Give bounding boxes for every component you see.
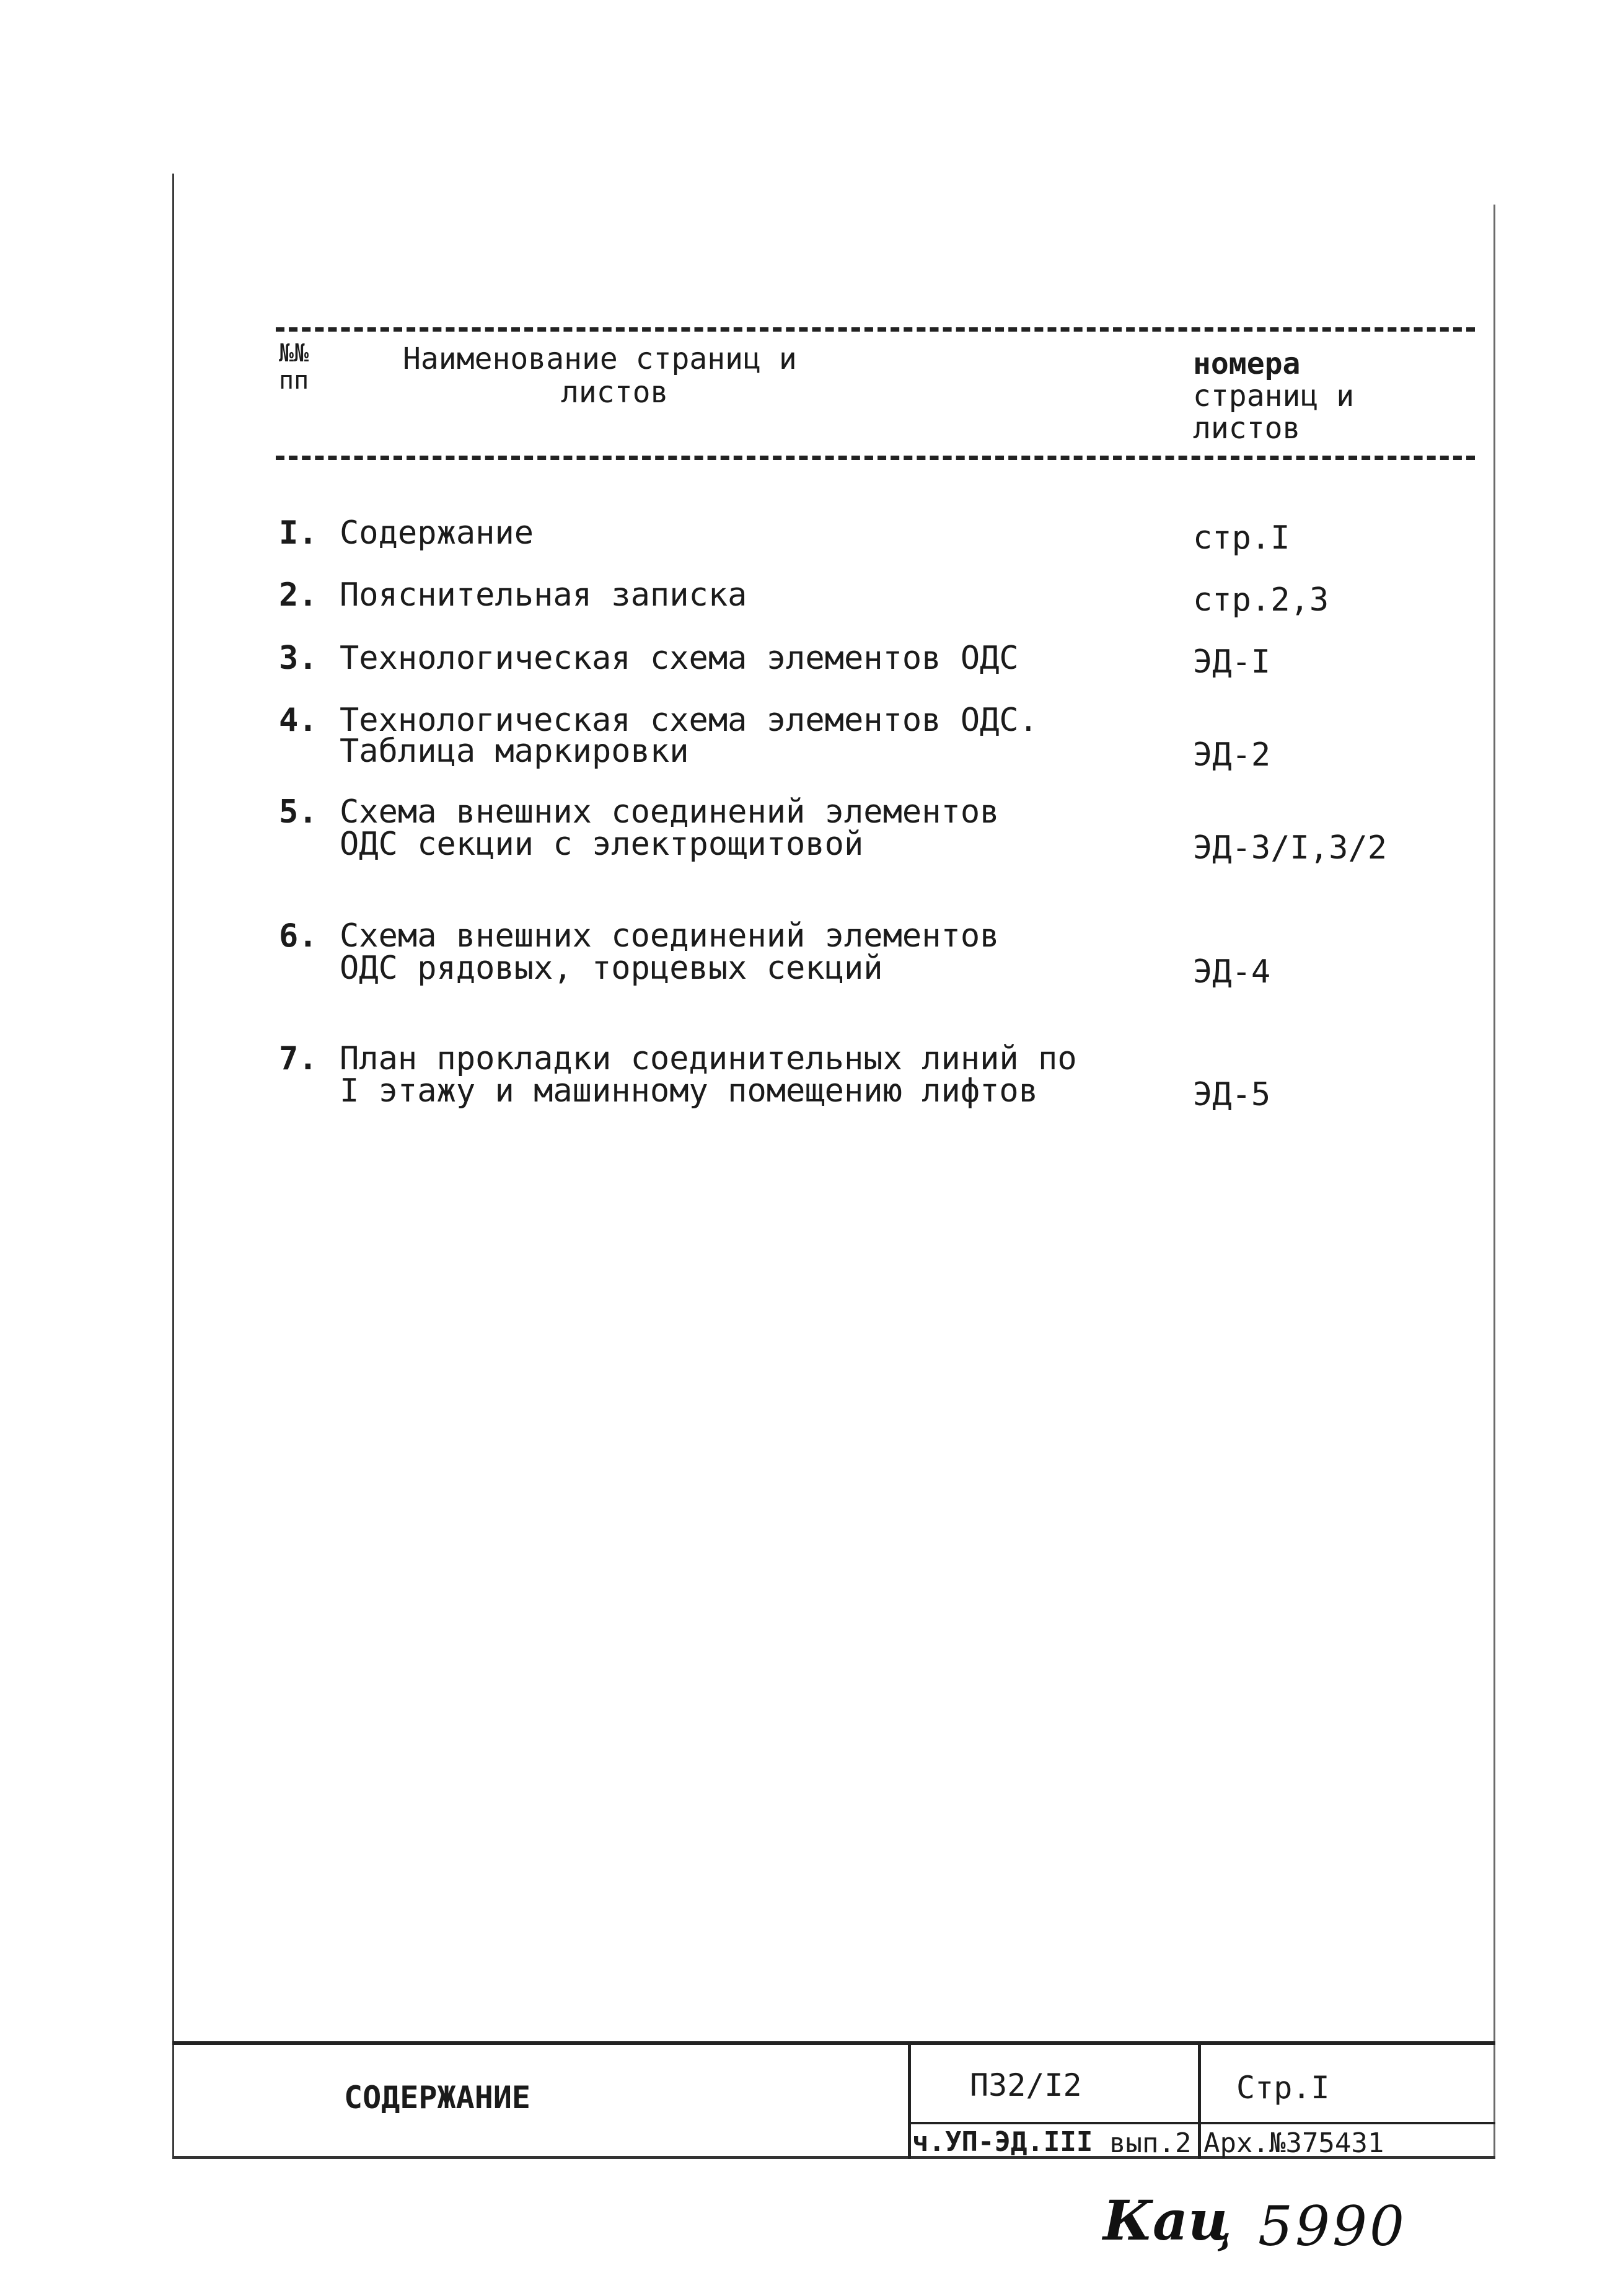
row-page-ref: ЭД-4: [1193, 953, 1271, 991]
title-block-code: П32/I2: [970, 2067, 1082, 2103]
header-col-name-line2: листов: [561, 375, 669, 410]
row-number: 6.: [279, 917, 318, 955]
row-page-ref: ЭД-5: [1193, 1076, 1271, 1113]
row-page-ref: ЭД-3/I,3/2: [1193, 829, 1388, 867]
header-col-pages-line1: номера: [1193, 347, 1301, 381]
frame-left-border: [172, 174, 174, 2157]
row-page-ref: стр.I: [1193, 519, 1290, 557]
row-title-line1: Содержание: [340, 514, 534, 552]
row-title-line2: ОДС рядовых, торцевых секций: [340, 950, 883, 987]
header-col-pages-line3: листов: [1193, 411, 1301, 446]
row-title-line2: I этажу и машинному помещению лифтов: [340, 1072, 1039, 1110]
row-number: 2.: [279, 576, 318, 614]
row-number: I.: [279, 514, 318, 552]
row-title-line1: План прокладки соединительных линий по: [340, 1040, 1077, 1077]
row-number: 4.: [279, 702, 318, 739]
title-block-title: СОДЕРЖАНИЕ: [344, 2080, 531, 2116]
row-title-line1: Пояснительная записка: [340, 576, 747, 614]
row-title-line2: Таблица маркировки: [340, 733, 689, 770]
title-block-top-line: [172, 2041, 1495, 2045]
title-block-series: ч.УП-ЭД.III: [912, 2126, 1093, 2158]
row-title-line2: ОДС секции с электрощитовой: [340, 826, 864, 863]
title-block-divider: [1198, 2041, 1201, 2159]
header-bottom-rule: [276, 456, 1475, 460]
title-block-sheet: Стр.I: [1236, 2070, 1330, 2106]
title-block-archive-number: Арх.№375431: [1203, 2127, 1384, 2159]
title-block-divider: [908, 2041, 911, 2159]
row-number: 3.: [279, 640, 318, 677]
row-title-line1: Технологическая схема элементов ОДС: [340, 640, 1019, 677]
row-page-ref: стр.2,3: [1193, 581, 1329, 619]
row-title-line1: Технологическая схема элементов ОДС.: [340, 702, 1039, 739]
header-col-number: №№ пп: [279, 339, 309, 395]
title-block-row-line: [908, 2122, 1495, 2124]
header-top-rule: [276, 327, 1475, 332]
row-number: 7.: [279, 1040, 318, 1077]
row-title-line1: Схема внешних соединений элементов: [340, 917, 1000, 955]
row-title-line1: Схема внешних соединений элементов: [340, 793, 1000, 831]
header-col-pages-line2: страниц и: [1193, 379, 1355, 413]
handwritten-signature: Кац: [1103, 2188, 1232, 2253]
row-number: 5.: [279, 793, 318, 831]
header-col-name-line1: Наименование страниц и: [403, 342, 797, 376]
handwritten-number: 5990: [1258, 2194, 1407, 2258]
frame-right-border: [1493, 205, 1495, 2157]
row-page-ref: ЭД-I: [1193, 643, 1271, 681]
row-page-ref: ЭД-2: [1193, 736, 1271, 774]
title-block-issue: вып.2: [1109, 2127, 1192, 2159]
